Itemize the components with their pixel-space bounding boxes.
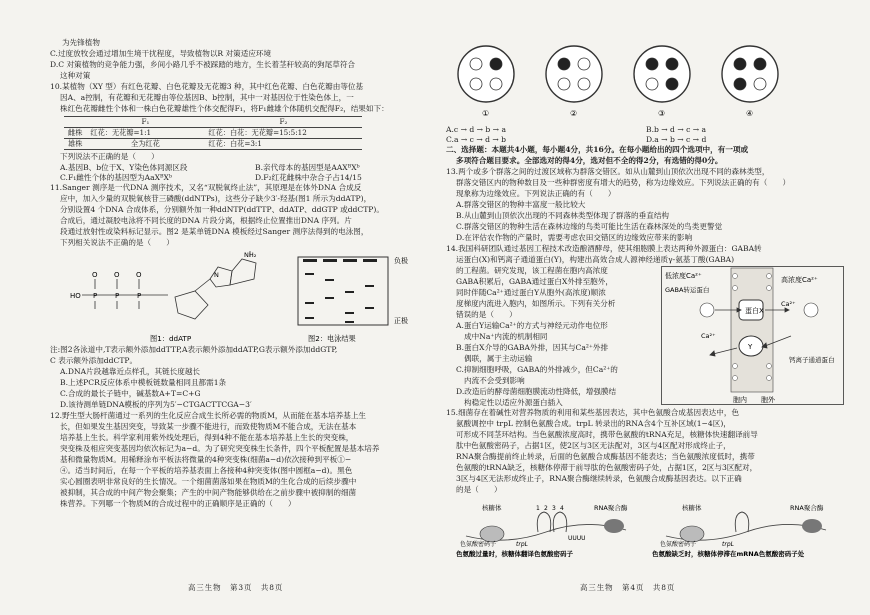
protein-y-label: Y — [748, 343, 753, 352]
text-line: 分别设置4 个DNA 合成体系，分别额外加一种ddNTP(ddTTP、ddATP、ddGTP 或ddCTP)。 — [60, 205, 384, 215]
rnap-label: RNA聚合酶 — [594, 504, 628, 513]
plate-number: ① — [482, 109, 490, 118]
o-label: O — [114, 271, 120, 280]
gaba-molecule — [700, 303, 714, 317]
option-d: D.改造后的酵母菌细胞膜流动性降低，增强膜结 — [456, 387, 617, 397]
text-line: 氨酸调控中 trpL 控制色氨酸合成。trpL 转录出的RNA含4个互补区域(1−4区)， — [456, 419, 731, 429]
text-line: 可形成不同茎环结构。当色氨酸浓度高时，携带色氨酸的tRNA充足，核糖体快速翻译前导 — [456, 430, 758, 440]
plate-number: ③ — [658, 109, 666, 118]
ribosome-label: 核糖体 — [682, 504, 702, 513]
trp-codon-label: 色氨酸密码子 — [660, 541, 697, 549]
left-page — [50, 38, 450, 510]
high-ca-label: 高浓度Ca²⁺ — [781, 276, 818, 285]
gel-band — [345, 321, 354, 323]
options-row — [50, 173, 450, 183]
text-line: 被抑制，其合成的中间产物会聚集；产生的中间产物能够供给在之前步骤中被抑制的细菌 — [60, 488, 357, 498]
colony-spot — [754, 78, 766, 90]
colony-spot — [578, 58, 590, 70]
protein-x-label: 蛋白X — [745, 307, 764, 316]
gel-band — [345, 312, 354, 314]
text-line: 实心圆圈表明非常良好的生长情况。一个细菌菌落如果在物质M的生化合成的后续步骤中 — [60, 477, 357, 487]
text-line: 因A、a控制，有花瓣和无花瓣由等位基因B、b控制，其中一对基因位于性染色体上，一 — [60, 93, 354, 103]
petri-plate — [546, 46, 602, 102]
text-line: 株红色花瓣雌性个体和一株白色花瓣雄性个体交配得F₁，将F₁雌雄个体随机交配得F₂，结果如下： — [60, 104, 389, 114]
section-heading: 二、选择题：本题共4小题，每小题4分，共16分。在每小题给出的四个选项中，有一项或 — [446, 145, 749, 155]
question-14: 14.我国科研团队通过基因工程技术改造酿酒酵母，使其细胞膜上表达两种外源蛋白：GABA转 — [446, 244, 762, 254]
text-line: 培养基上生长。科学家利用紫外线处理后，得到4种不能在基本培养基上生长的突变株， — [60, 433, 354, 443]
option-b: B.亲代母本的基因型是AAXᴮXᵇ — [255, 163, 360, 173]
text-line: 成中Na⁺内流的机制相同 — [464, 332, 548, 342]
text-line: 基和微量物质M。用稀释涂布平板法将微量的4种突变株(细菌a−d)依次接种到平板①− — [60, 455, 352, 465]
nh2-label: NH₂ — [244, 251, 257, 260]
text-line: 株营养。下列哪一个物质M的合成过程中的正确顺序是正确的（ ） — [60, 499, 296, 509]
option-a: A.基因B、b位于X、Y染色体同源区段 — [60, 163, 188, 173]
region-number: 2 — [544, 505, 548, 513]
caption-right: 色氨酸缺乏时，核糖体停滞在mRNA色氨酸密码子处 — [652, 550, 805, 559]
results-table — [64, 116, 362, 150]
text-line: 应中，加入少量的双脱氧核苷三磷酸(ddNTPs)，这些分子缺少3′-羟基(图1 所示为ddATP)， — [60, 194, 372, 204]
option-d: D.该待测单链DNA模板的序列为5′−CTGACTTCGA−3′ — [60, 400, 252, 410]
table-header: F₁ — [86, 117, 204, 128]
text-line: ④。适当时间后，在每一个平板的培养基表面上各接种4种突变体(图中圆框a−d)。黑色 — [60, 466, 353, 476]
option-b: B.蛋白X介导的GABA外排，因其与Ca²⁺外排 — [456, 343, 609, 353]
gel-bands — [303, 259, 377, 323]
colony-spot — [490, 58, 502, 70]
gel-band — [345, 291, 354, 293]
p-label: P — [115, 292, 120, 301]
plates-figure — [446, 40, 846, 122]
colony-spot — [646, 78, 658, 90]
figure-1-caption: 图1：ddATP — [150, 334, 192, 344]
question-11: 11.Sanger 测序是一代DNA 测序技术，又名“双脱氧终止法”，其原理是在体外DNA 合成反 — [50, 183, 362, 193]
text-line: 的是（ ） — [456, 485, 502, 495]
colony-spot — [734, 78, 746, 90]
question-stem: 下列说法不正确的是（ ） — [60, 152, 159, 162]
petri-plate — [722, 46, 778, 102]
page-footer-left: 高三生物 第3页 共8页 — [188, 583, 284, 592]
caption-left: 色氨酸过量时，核糖体翻译色氨酸密码子 — [456, 550, 573, 559]
option-c: C.群落交错区的物种生活在森林边缘的鸟类可能比生活在森林深处的鸟类更警觉 — [456, 222, 723, 232]
option-b: B.从山麓到山顶依次出现的不同森林类型体现了群落的垂直结构 — [456, 211, 670, 221]
ho-label: HO — [70, 292, 81, 301]
option-c: C.抑制细胞呼吸，GABA的外排减少，但Ca²⁺的 — [456, 365, 618, 375]
option-a: A.蛋白Y运输Ca²⁺的方式与神经元动作电位形 — [456, 321, 608, 331]
question-13: 13.两个或多个群落之间的过渡区域称为群落交错区。如从山麓到山顶依次出现不同的森林类型， — [446, 167, 770, 177]
text-line: 肽中色氨酸密码子，占据1区，使2区与3区无法配对，3区与4区配对形成终止子， — [456, 441, 731, 451]
sample-well — [343, 259, 357, 262]
p-label: P — [93, 292, 98, 301]
ca-label: Ca²⁺ — [781, 300, 796, 309]
ribosome — [680, 526, 704, 542]
ribosome-label: 核糖体 — [482, 504, 502, 513]
colony-spot — [754, 58, 766, 70]
stem-loop — [537, 512, 551, 532]
ddatp-structure-figure — [50, 249, 450, 345]
question-12: 12.野生型大肠杆菌通过一系列的生化反应合成生长所必需的物质M，从而能在基本培养基上生 — [50, 411, 367, 421]
trp-operon-figure — [446, 496, 846, 558]
text-line: 内流不会受到影响 — [464, 376, 525, 386]
colony-spot — [734, 58, 746, 70]
text-line: 合成后，通过凝胶电泳将不同长度的DNA 片段分离，根据终止位置推出DNA 序列。片 — [60, 216, 352, 226]
options-row — [446, 135, 846, 145]
plate-number: ④ — [746, 109, 754, 118]
colony-spot — [558, 78, 570, 90]
option-text: D.C 对策植物的竞争能力强，乡间小路几乎不被踩踏的地方，生长着茎秆较高的狗尾草符合 — [50, 60, 356, 70]
colony-spot — [666, 78, 678, 90]
region-number: 1 — [536, 505, 540, 513]
colony-spot — [666, 58, 678, 70]
text-line: 3区与4区无法形成终止子，RNA聚合酶继续转录，色氨酸合成酶基因表达。以下正确 — [456, 474, 742, 484]
question-14-body — [446, 266, 846, 408]
section-heading: 多项符合题目要求。全部选对的得4分，选对但不全的得2分，有选错的得0分。 — [456, 156, 723, 166]
option-c: C.合成的最长子链中，碱基数A+T=C+G — [60, 389, 201, 399]
option-c: C.F₁雌性个体的基因型为AaXᴮXᵇ — [60, 173, 172, 183]
calcium-channel-label: 钙离子通道蛋白 — [789, 356, 835, 365]
option-c: C.a → c → d → b — [446, 135, 507, 145]
text-line: RNA聚合酶提前终止转录，后面的色氨酸合成酶基因不能表达；当色氨酸浓度低时，携带 — [456, 452, 755, 462]
figure-note: 注:图2各泳道中,T表示额外添加ddTTP,A表示额外添加ddATP,G表示额外添加ddGTP, — [50, 345, 338, 355]
right-page — [446, 40, 846, 561]
option-a: A.c → d → b → a — [446, 125, 506, 135]
text-line: GABA积累后，GABA通过蛋白X外排至胞外， — [456, 277, 613, 287]
text-line: 错误的是（ ） — [456, 310, 517, 320]
figures-11 — [50, 249, 450, 345]
options-row — [446, 125, 846, 135]
trpl-label: trpL — [722, 541, 734, 549]
colony-spot — [578, 78, 590, 90]
text-line: 构稳定性以适应外源蛋白插入 — [464, 398, 563, 408]
gel-band — [305, 302, 314, 304]
sample-well — [303, 259, 317, 262]
option-d: D.a → b → c → d — [646, 135, 707, 145]
text-line: 群落交错区内的物种数目及一些种群密度有增大的趋势，称为边缘效应。下列说法正确的有（ ） — [456, 178, 791, 188]
gel-frame — [298, 257, 388, 325]
plate-number: ② — [570, 109, 578, 118]
colony-spot — [558, 58, 570, 70]
negative-electrode-label: 负极 — [394, 257, 408, 266]
o-label: O — [92, 271, 98, 280]
stem-loop — [735, 512, 749, 532]
low-ca-label: 低浓度Ca²⁺ — [665, 272, 702, 281]
text-line: 运蛋白(X)和钙离子通道蛋白(Y)，构建出高效合成人源神经递质γ-氨基丁酸(GABA) — [456, 255, 735, 265]
rna-polymerase — [802, 519, 822, 533]
uuuu-label: UUUU — [568, 535, 586, 543]
text-line: 长，但如果发生基因突变，导致某一步骤不能进行，而致使物质M不能合成，无法在基本 — [60, 422, 357, 432]
option-a: A.群落交错区的物种丰富度一般比较大 — [456, 200, 586, 210]
colony-spot — [470, 58, 482, 70]
text-line: 度梯度内流进入胞内，如图所示。下列有关分析 — [456, 299, 616, 309]
gaba-molecule — [804, 303, 818, 317]
ca-label: Ca²⁺ — [701, 332, 716, 341]
positive-electrode-label: 正极 — [394, 317, 408, 326]
text-line: 偶联，属于主动运输 — [464, 354, 533, 364]
text-line: 突变株及相应突变基因均依次标记为a−d。为了研究突变株生长条件，四个平板配置是基本培养 — [60, 444, 380, 454]
region-number: 3 — [552, 505, 556, 513]
gel-band — [305, 317, 314, 319]
question-15: 15.细菌存在着碱性对营养物质的利用和某些基因表达，其中色氨酸合成基因表达中，色 — [446, 408, 740, 418]
question-14-text — [446, 266, 658, 408]
region-number: 4 — [560, 505, 564, 513]
colony-spot — [646, 58, 658, 70]
outside-label: 胞外 — [761, 396, 775, 405]
o-label: O — [136, 271, 142, 280]
option-d: D.在评估农作物的产量时，需要考虑农田交错区的边缘效应带来的影响 — [456, 233, 693, 243]
figure-note: C 表示额外添加ddCTP。 — [50, 356, 138, 366]
option-b: B.上述PCR反应体系中模板链数量相同且都需1条 — [60, 378, 227, 388]
text-line: 色氨酸的tRNA缺乏，核糖体停滞于前导肽的色氨酸密码子处，占据1区，2区与3区配对， — [456, 463, 758, 473]
option-text: C.过度放牧会通过增加生境干扰程度，导致植物以R 对策适应环境 — [50, 49, 272, 59]
p-label: P — [137, 292, 142, 301]
text-line: 的工程菌。研究发现，该工程菌在胞内高浓度 — [456, 266, 608, 276]
inside-label: 胞内 — [733, 396, 747, 405]
colony-spot — [470, 78, 482, 90]
option-text: 这种对策 — [60, 71, 91, 81]
gel-band — [365, 285, 374, 287]
gel-band — [365, 307, 374, 309]
membrane-transport-figure — [661, 266, 845, 406]
option-d: D.F₂红花雌株中杂合子占14/15 — [255, 173, 362, 183]
trp-codon-label: 色氨酸密码子 — [460, 541, 497, 549]
figure-2-caption: 图2：电泳结果 — [308, 334, 356, 344]
rna-polymerase — [604, 519, 624, 533]
options-row — [50, 163, 450, 173]
sample-well — [363, 259, 377, 262]
text-line: 段通过放射性或染料标记显示。图2 是某单链DNA 模板经过Sanger 测序法得到的电泳图， — [60, 227, 369, 237]
gel-band — [305, 273, 314, 275]
page-footer-right: 高三生物 第4页 共8页 — [580, 583, 676, 592]
ribosome — [480, 526, 504, 542]
gel-band — [325, 279, 334, 281]
table-row: 雌株 红花：无花瓣=1:1 红花：白花：无花瓣=15:5:12 — [64, 128, 362, 139]
text-line: 为先锋植物 — [62, 38, 100, 47]
colony-spot — [490, 78, 502, 90]
gaba-transporter-label: GABA转运蛋白 — [665, 286, 710, 295]
petri-plate — [634, 46, 690, 102]
option-a: A.DNA片段越靠近点样孔，其链长度越长 — [60, 367, 201, 377]
sample-well — [323, 259, 337, 262]
table-row: 雄株 全为红花 红花：白花=3:1 — [64, 139, 362, 150]
table-header: F₂ — [204, 117, 362, 128]
trpl-label: trpL — [516, 541, 528, 549]
petri-plate — [458, 46, 514, 102]
rnap-label: RNA聚合酶 — [790, 504, 824, 513]
gel-band — [325, 297, 334, 299]
text-line: 下列相关说法不正确的是（ ） — [60, 238, 174, 248]
n-label: N — [214, 271, 219, 280]
text-line: 现象称为边缘效应。下列说法正确的有（ ） — [456, 189, 616, 199]
text-line: 同时伴随Ca²⁺通过蛋白Y从胞外(高浓度)顺浓 — [456, 288, 606, 298]
option-b: B.b → d → c → a — [646, 125, 707, 135]
question-10: 10.某植物（XY 型）有红色花瓣、白色花瓣及无花瓣3 种，其中红色花瓣、白色花瓣由等位基 — [50, 82, 364, 92]
